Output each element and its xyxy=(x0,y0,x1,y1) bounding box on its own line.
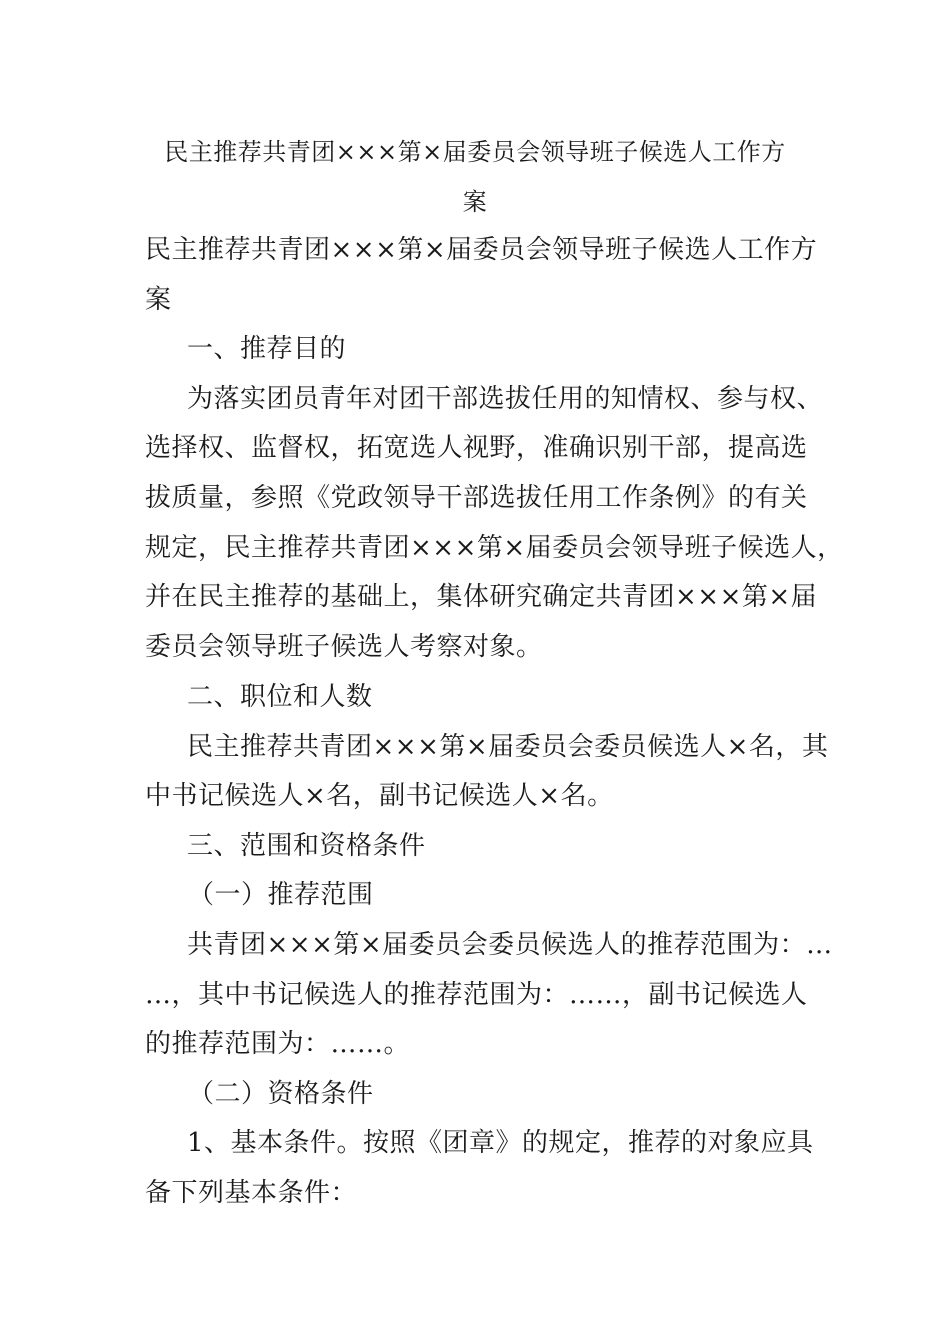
subsection-heading-1: （一）推荐范围 xyxy=(188,880,374,910)
body-line: 案 xyxy=(145,285,172,315)
body-line: 的推荐范围为：……。 xyxy=(145,1029,411,1059)
document-title-line-1: 民主推荐共青团×××第×届委员会领导班子候选人工作方 xyxy=(164,138,786,166)
section-heading-2: 二、职位和人数 xyxy=(187,682,373,712)
section-heading-3: 三、范围和资格条件 xyxy=(187,831,426,861)
body-line: 委员会领导班子候选人考察对象。 xyxy=(145,632,543,662)
body-line: 选择权、监督权，拓宽选人视野，准确识别干部，提高选 xyxy=(145,433,808,463)
body-line: 民主推荐共青团×××第×届委员会领导班子候选人工作方 xyxy=(145,235,818,265)
body-line: 共青团×××第×届委员会委员候选人的推荐范围为：… xyxy=(187,930,833,960)
section-heading-1: 一、推荐目的 xyxy=(187,334,347,364)
subsection-heading-2: （二）资格条件 xyxy=(188,1079,374,1109)
body-line: 备下列基本条件： xyxy=(145,1178,358,1208)
body-line: 为落实团员青年对团干部选拔任用的知情权、参与权、 xyxy=(187,384,824,414)
body-line: 中书记候选人×名，副书记候选人×名。 xyxy=(145,781,614,811)
body-line: 规定，民主推荐共青团×××第×届委员会领导班子候选人， xyxy=(145,533,844,563)
body-line: 1、基本条件。按照《团章》的规定，推荐的对象应具 xyxy=(187,1128,814,1158)
body-line: 拔质量，参照《党政领导干部选拔任用工作条例》的有关 xyxy=(145,483,808,513)
body-line: 民主推荐共青团×××第×届委员会委员候选人×名，其 xyxy=(187,732,829,762)
document-title-line-2: 案 xyxy=(462,188,488,216)
body-line: 并在民主推荐的基础上，集体研究确定共青团×××第×届 xyxy=(145,582,818,612)
body-line: …，其中书记候选人的推荐范围为：……，副书记候选人 xyxy=(145,980,808,1010)
